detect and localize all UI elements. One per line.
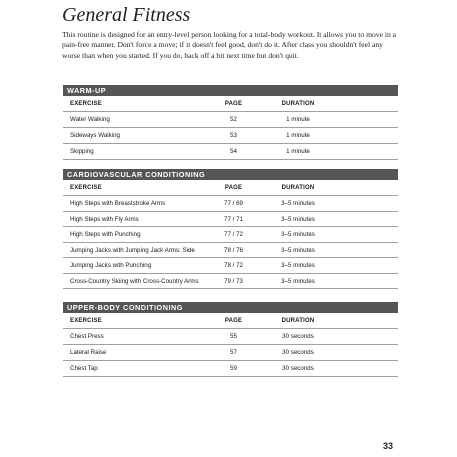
exercise-duration: 3–5 minutes bbox=[281, 215, 315, 223]
exercise-name: High Steps with Fly Arms bbox=[70, 215, 139, 223]
exercise-duration: 3–5 minutes bbox=[281, 246, 315, 254]
column-header-page: PAGE bbox=[224, 101, 243, 107]
exercise-duration: 1 minute bbox=[286, 132, 310, 139]
exercise-duration: 3–5 minutes bbox=[281, 200, 315, 207]
table-row bbox=[63, 243, 398, 259]
column-header-page: PAGE bbox=[224, 185, 243, 191]
exercise-name: Jumping Jacks with Jumping Jack Arms: Side bbox=[70, 246, 195, 254]
column-header-duration: DURATION bbox=[281, 318, 315, 324]
exercise-page: 52 bbox=[230, 116, 237, 123]
table-row bbox=[63, 329, 398, 345]
exercise-page: 54 bbox=[230, 148, 237, 155]
exercise-duration: 3–5 minutes bbox=[281, 277, 315, 285]
section-header: WARM-UP bbox=[63, 85, 398, 96]
exercise-page: 79 / 73 bbox=[224, 277, 243, 285]
exercise-name: Jumping Jacks with Punching bbox=[70, 262, 152, 269]
table-column-headers bbox=[63, 180, 398, 196]
exercise-name: Water Walking bbox=[70, 116, 110, 123]
exercise-name: High Steps with Punching bbox=[70, 231, 141, 238]
exercise-duration: 30 seconds bbox=[282, 333, 314, 340]
exercise-name: Cross-Country Skiing with Cross-Country Arms bbox=[70, 277, 199, 285]
page-number: 33 bbox=[383, 441, 394, 451]
exercise-name: Chest Tap bbox=[70, 365, 98, 372]
exercise-name: Lateral Raise bbox=[70, 349, 107, 356]
exercise-page: 77 / 71 bbox=[224, 215, 243, 223]
exercise-page: 78 / 72 bbox=[224, 262, 243, 269]
exercise-duration: 1 minute bbox=[286, 116, 310, 123]
exercise-duration: 1 minute bbox=[286, 148, 310, 155]
exercise-page: 57 bbox=[230, 349, 237, 356]
table-row bbox=[63, 274, 398, 290]
table-row bbox=[63, 128, 398, 144]
exercise-duration: 30 seconds bbox=[282, 365, 314, 372]
warm-up-table bbox=[63, 85, 398, 160]
upper-body-conditioning-table bbox=[63, 302, 398, 377]
table-row bbox=[63, 144, 398, 160]
exercise-name: Skipping bbox=[70, 148, 94, 155]
table-column-headers bbox=[63, 313, 398, 329]
table-row bbox=[63, 212, 398, 228]
intro-paragraph: This routine is designed for an entry-level person looking for a total-body workout. It allows you to move in a pain-free manner. Don't force a move; if it doesn't feel good, don't do it. After class you shouldn't feel any worse than when you started. If you do, back off a bit next time but don't quit. bbox=[62, 30, 397, 60]
table-row bbox=[63, 345, 398, 361]
exercise-name: Chest Press bbox=[70, 333, 104, 340]
column-header-page: PAGE bbox=[224, 318, 243, 324]
column-header-exercise: EXERCISE bbox=[70, 101, 102, 107]
cardio-conditioning-table bbox=[63, 169, 398, 289]
section-header: UPPER-BODY CONDITIONING bbox=[63, 302, 398, 313]
column-header-exercise: EXERCISE bbox=[70, 185, 102, 191]
section-header: CARDIOVASCULAR CONDITIONING bbox=[63, 169, 398, 180]
exercise-page: 77 / 72 bbox=[224, 231, 243, 238]
exercise-duration: 30 seconds bbox=[282, 349, 314, 356]
table-row bbox=[63, 196, 398, 212]
exercise-page: 55 bbox=[230, 333, 237, 340]
table-row bbox=[63, 227, 398, 243]
exercise-page: 53 bbox=[230, 132, 237, 139]
exercise-page: 77 / 69 bbox=[224, 200, 243, 207]
column-header-exercise: EXERCISE bbox=[70, 318, 102, 324]
table-column-headers bbox=[63, 96, 398, 112]
table-row bbox=[63, 258, 398, 274]
exercise-name: Sideways Walking bbox=[70, 132, 120, 139]
exercise-page: 78 / 76 bbox=[224, 246, 243, 254]
exercise-page: 59 bbox=[230, 365, 237, 372]
table-row bbox=[63, 361, 398, 377]
column-header-duration: DURATION bbox=[281, 101, 315, 107]
exercise-duration: 3–5 minutes bbox=[281, 262, 315, 269]
page-title: General Fitness bbox=[62, 4, 191, 26]
column-header-duration: DURATION bbox=[281, 185, 315, 191]
exercise-duration: 3–5 minutes bbox=[281, 231, 315, 238]
exercise-name: High Steps with Breaststroke Arms bbox=[70, 200, 166, 207]
table-row bbox=[63, 112, 398, 128]
